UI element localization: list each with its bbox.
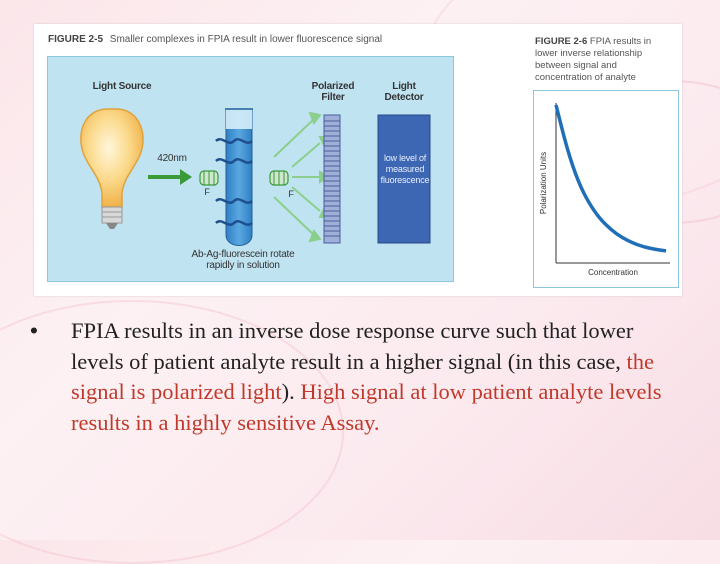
fluorescein-label: F xyxy=(288,189,294,199)
figure-panel xyxy=(34,24,682,296)
measured-fluorescence-label: low level of measured fluorescence xyxy=(380,153,430,185)
bullet-text-2: ). xyxy=(281,379,301,404)
light-detector-label: Light Detector xyxy=(384,81,424,103)
fluorescein-label: F xyxy=(204,187,210,197)
fluorescein-molecule-icon xyxy=(270,171,288,185)
polarization-chart xyxy=(533,90,679,288)
figure-2-5-caption: Smaller complexes in FPIA result in lower fluorescence signal xyxy=(109,34,383,45)
light-source-label: Light Source xyxy=(92,81,152,92)
bullet-text-highlight-1: the signal is polarized light xyxy=(71,348,654,404)
bullet-text-highlight-2: High signal at low patient analyte levels results in a highly sensitive Assay. xyxy=(71,379,662,435)
rotation-caption: Ab-Ag-fluorescein rotate rapidly in solution xyxy=(191,249,295,271)
polarized-filter-icon xyxy=(324,115,340,243)
series-line xyxy=(556,105,666,251)
y-axis-label: Polarization Units xyxy=(539,151,548,215)
fluorescein-molecule-icon xyxy=(200,171,218,185)
fpia-diagram xyxy=(47,56,454,282)
excitation-arrow-icon xyxy=(148,169,192,185)
bullet-body xyxy=(40,316,680,438)
polarized-filter-label: Polarized Filter xyxy=(311,81,355,103)
bullet-mark: • xyxy=(30,318,38,343)
figure-2-6-title xyxy=(535,36,675,84)
figure-2-6-caption: FPIA results in lower inverse relationship between signal and concentration of analyte xyxy=(535,36,652,83)
chart-canvas xyxy=(534,91,678,287)
figure-2-6-number: FIGURE 2-6 xyxy=(535,36,588,47)
bullet-text-1: FPIA results in an inverse dose response curve such that lower levels of patient analyte result in a higher signal (in this case, xyxy=(71,318,634,374)
x-axis-label: Concentration xyxy=(588,268,638,277)
light-bulb-icon xyxy=(81,109,143,229)
figure-2-5-number: FIGURE 2-5 xyxy=(48,34,104,45)
figure-2-5-title xyxy=(48,34,382,45)
bullet-point xyxy=(30,316,680,438)
wavelength-label: 420nm xyxy=(157,153,187,164)
